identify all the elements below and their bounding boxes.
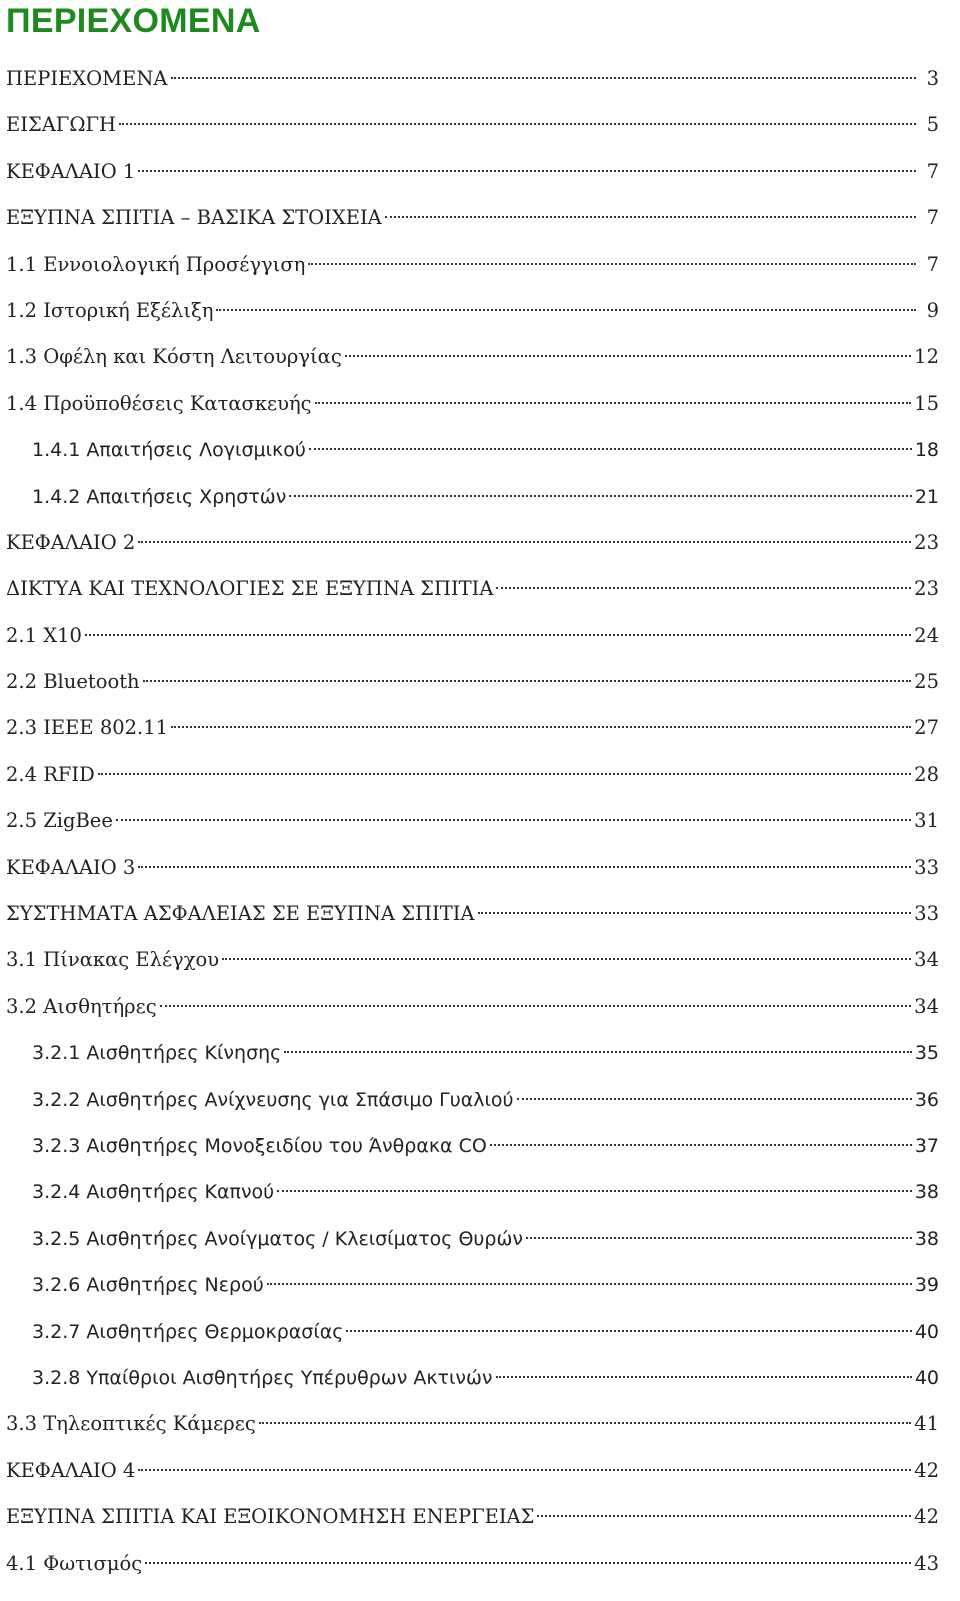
toc-entry[interactable] — [0, 149, 960, 195]
toc-entry[interactable] — [0, 1494, 960, 1540]
toc-entry[interactable] — [0, 1077, 960, 1123]
dot-leader — [171, 726, 911, 728]
toc-entry-page: 40 — [914, 1320, 939, 1343]
dot-leader — [222, 958, 911, 960]
dot-leader — [277, 1190, 912, 1192]
toc-entry-label: 3.2.6 Αισθητήρες Νερού — [32, 1274, 264, 1297]
toc-entry-page: 31 — [914, 809, 939, 833]
toc-entry-page: 25 — [914, 670, 939, 694]
toc-entry[interactable] — [0, 242, 960, 288]
dot-leader — [160, 1005, 912, 1007]
toc-entry-label: 1.3 Οφέλη και Κόστη Λειτουργίας — [6, 345, 342, 369]
dot-leader — [517, 1098, 912, 1100]
toc-list — [0, 56, 960, 1587]
dot-leader — [490, 1144, 912, 1146]
toc-entry-page: 34 — [914, 948, 939, 972]
dot-leader — [98, 773, 911, 775]
toc-entry-label: ΚΕΦΑΛΑΙΟ 1 — [6, 159, 136, 183]
toc-entry-label: ΕΞΥΠΝΑ ΣΠΙΤΙΑ ΚΑΙ ΕΞΟΙΚΟΝΟΜΗΣΗ ΕΝΕΡΓΕΙΑΣ — [6, 1505, 535, 1529]
dot-leader — [315, 402, 912, 404]
dot-leader — [526, 1237, 912, 1239]
toc-entry-page: 28 — [914, 762, 939, 786]
dot-leader — [346, 1330, 911, 1332]
dot-leader — [289, 495, 912, 497]
toc-entry-page: 34 — [914, 994, 939, 1018]
dot-leader — [267, 1283, 912, 1285]
toc-entry[interactable] — [0, 195, 960, 241]
toc-entry-label: 2.4 RFID — [6, 762, 95, 786]
toc-entry-label: 1.4 Προϋποθέσεις Κατασκευής — [6, 391, 312, 415]
toc-entry[interactable] — [0, 1030, 960, 1076]
toc-entry[interactable] — [0, 474, 960, 520]
toc-entry-label: ΣΥΣΤΗΜΑΤΑ ΑΣΦΑΛΕΙΑΣ ΣΕ ΕΞΥΠΝΑ ΣΠΙΤΙΑ — [6, 902, 475, 926]
toc-entry-page: 43 — [914, 1551, 939, 1575]
toc-entry[interactable] — [0, 102, 960, 148]
toc-entry[interactable] — [0, 288, 960, 334]
dot-leader — [496, 587, 911, 589]
toc-entry-label: 2.2 Bluetooth — [6, 670, 140, 694]
dot-leader — [143, 680, 912, 682]
dot-leader — [145, 1562, 911, 1564]
toc-entry-page: 36 — [914, 1088, 939, 1111]
toc-entry[interactable] — [0, 752, 960, 798]
toc-entry-page: 23 — [914, 530, 939, 554]
toc-entry[interactable] — [0, 1169, 960, 1215]
toc-entry-label: 3.2.8 Υπαίθριοι Αισθητήρες Υπέρυθρων Ακτινών — [32, 1366, 493, 1389]
dot-leader — [345, 355, 911, 357]
toc-entry-label: ΕΞΥΠΝΑ ΣΠΙΤΙΑ – ΒΑΣΙΚΑ ΣΤΟΙΧΕΙΑ — [6, 206, 382, 230]
dot-leader — [259, 1422, 911, 1424]
toc-entry-page: 37 — [914, 1134, 939, 1157]
toc-entry[interactable] — [0, 1541, 960, 1587]
dot-leader — [216, 309, 916, 311]
toc-entry-label: 3.2.5 Αισθητήρες Ανοίγματος / Κλεισίματος Θυρών — [32, 1227, 524, 1250]
toc-entry-page: 7 — [926, 159, 939, 183]
toc-entry[interactable] — [0, 427, 960, 473]
toc-entry[interactable] — [0, 845, 960, 891]
toc-entry-page: 40 — [914, 1366, 939, 1389]
toc-entry-label: 3.2.4 Αισθητήρες Καπνού — [32, 1181, 275, 1204]
toc-entry[interactable] — [0, 1262, 960, 1308]
toc-entry-page: 21 — [914, 485, 939, 508]
dot-leader — [385, 216, 916, 218]
toc-entry-page: 12 — [914, 345, 939, 369]
toc-entry-page: 42 — [914, 1458, 939, 1482]
toc-entry-label: 3.3 Τηλεοπτικές Κάμερες — [6, 1412, 256, 1436]
toc-entry-label: 2.3 IEEE 802.11 — [6, 716, 169, 740]
toc-entry-page: 9 — [926, 298, 939, 322]
dot-leader — [309, 448, 912, 450]
toc-entry-page: 39 — [914, 1274, 939, 1297]
toc-entry-page: 3 — [926, 67, 939, 90]
toc-entry[interactable] — [0, 56, 960, 102]
dot-leader — [138, 541, 911, 543]
toc-entry-page: 7 — [926, 252, 939, 276]
toc-entry-label: 1.4.1 Απαιτήσεις Λογισμικού — [32, 439, 306, 462]
toc-entry[interactable] — [0, 798, 960, 844]
toc-entry[interactable] — [0, 613, 960, 659]
dot-leader — [284, 1051, 912, 1053]
dot-leader — [478, 912, 912, 914]
toc-entry-label: ΚΕΦΑΛΑΙΟ 2 — [6, 530, 136, 554]
toc-entry-page: 24 — [914, 623, 939, 647]
toc-entry-page: 15 — [914, 391, 939, 415]
toc-entry-label: 1.2 Ιστορική Εξέλιξη — [6, 298, 214, 322]
dot-leader — [138, 170, 916, 172]
dot-leader — [116, 819, 911, 821]
toc-entry-page: 23 — [914, 577, 939, 601]
toc-entry-label: 3.2.2 Αισθητήρες Ανίχνευσης για Σπάσιμο Γυαλιού — [32, 1088, 514, 1111]
toc-entry[interactable] — [0, 334, 960, 380]
toc-entry-page: 33 — [914, 855, 939, 879]
toc-entry[interactable] — [0, 937, 960, 983]
dot-leader — [138, 1469, 911, 1471]
toc-entry-label: 3.2 Αισθητήρες — [6, 994, 157, 1018]
toc-entry[interactable] — [0, 1355, 960, 1401]
toc-entry-page: 5 — [926, 113, 939, 137]
toc-entry[interactable] — [0, 659, 960, 705]
toc-entry-label: ΠΕΡΙΕΧΟΜΕΝΑ — [6, 67, 168, 90]
dot-leader — [138, 866, 911, 868]
toc-entry-page: 35 — [914, 1042, 939, 1065]
toc-entry[interactable] — [0, 381, 960, 427]
page-title: ΠΕΡΙΕΧΟΜΕΝΑ — [6, 2, 261, 40]
toc-entry-page: 18 — [914, 439, 939, 462]
toc-entry-page: 41 — [914, 1412, 939, 1436]
toc-entry-page: 38 — [914, 1227, 939, 1250]
toc-entry-page: 27 — [914, 716, 939, 740]
toc-entry[interactable] — [0, 1448, 960, 1494]
toc-entry-label: 2.1 X10 — [6, 623, 82, 647]
toc-entry-label: 4.1 Φωτισμός — [6, 1551, 143, 1575]
toc-entry[interactable] — [0, 1123, 960, 1169]
toc-entry-label: 3.2.7 Αισθητήρες Θερμοκρασίας — [32, 1320, 344, 1343]
dot-leader — [537, 1515, 911, 1517]
toc-entry[interactable] — [0, 891, 960, 937]
toc-entry-page: 38 — [914, 1181, 939, 1204]
dot-leader — [171, 77, 916, 79]
toc-entry-page: 7 — [926, 206, 939, 230]
toc-entry[interactable] — [0, 566, 960, 612]
toc-entry[interactable] — [0, 984, 960, 1030]
toc-entry-page: 42 — [914, 1505, 939, 1529]
toc-entry-page: 33 — [914, 902, 939, 926]
toc-entry[interactable] — [0, 1309, 960, 1355]
toc-entry[interactable] — [0, 1401, 960, 1447]
toc-entry-label: 3.1 Πίνακας Ελέγχου — [6, 948, 220, 972]
toc-entry-label: 1.1 Εννοιολογική Προσέγγιση — [6, 252, 306, 276]
toc-entry-label: ΚΕΦΑΛΑΙΟ 4 — [6, 1458, 136, 1482]
toc-entry-label: ΚΕΦΑΛΑΙΟ 3 — [6, 855, 136, 879]
toc-entry-label: ΕΙΣΑΓΩΓΗ — [6, 113, 117, 137]
toc-entry-label: 1.4.2 Απαιτήσεις Χρηστών — [32, 485, 287, 508]
dot-leader — [308, 263, 916, 265]
toc-entry-label: 3.2.1 Αισθητήρες Κίνησης — [32, 1042, 282, 1065]
dot-leader — [85, 634, 911, 636]
dot-leader — [496, 1376, 912, 1378]
toc-entry-label: 3.2.3 Αισθητήρες Μονοξειδίου του Άνθρακα CO — [32, 1134, 487, 1157]
toc-entry[interactable] — [0, 705, 960, 751]
toc-entry-label: ΔΙΚΤΥΑ ΚΑΙ ΤΕΧΝΟΛΟΓΙΕΣ ΣΕ ΕΞΥΠΝΑ ΣΠΙΤΙΑ — [6, 577, 494, 601]
toc-entry-label: 2.5 ZigBee — [6, 809, 113, 833]
toc-entry[interactable] — [0, 520, 960, 566]
toc-entry[interactable] — [0, 1216, 960, 1262]
dot-leader — [119, 123, 916, 125]
